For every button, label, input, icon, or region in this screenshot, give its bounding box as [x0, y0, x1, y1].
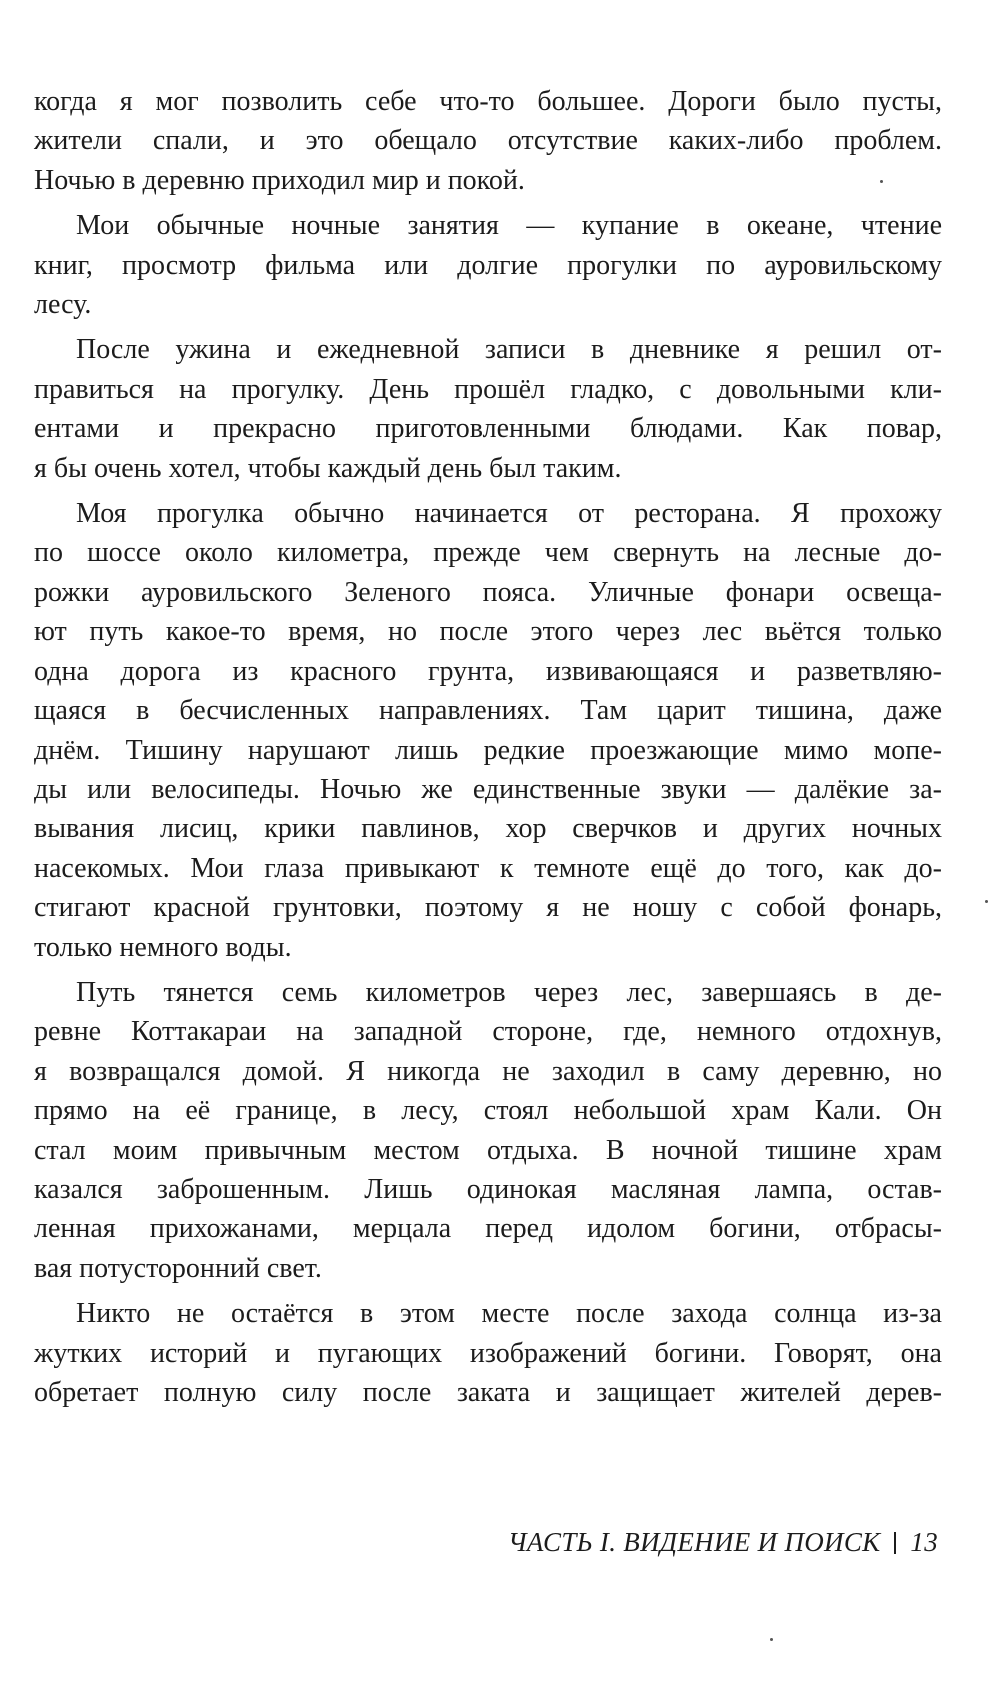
text-line: рожки ауровильского Зеленого пояса. Уличные фонари освеща-: [34, 576, 942, 608]
paragraph-4: [34, 494, 942, 967]
text-line: Моя прогулка обычно начинается от ресторана. Я прохожу: [76, 498, 942, 530]
text-line: ентами и прекрасно приготовленными блюдами. Как повар,: [34, 413, 942, 445]
text-line: только немного воды.: [34, 931, 292, 963]
text-line: казался заброшенным. Лишь одинокая масляная лампа, остав-: [34, 1173, 942, 1205]
text-line: жутких историй и пугающих изображений богини. Говорят, она: [34, 1337, 942, 1369]
page-footer: [508, 1527, 938, 1558]
text-line: вывания лисиц, крики павлинов, хор сверчков и других ночных: [34, 813, 942, 845]
text-line: прямо на её границе, в лесу, стоял небольшой храм Кали. Он: [34, 1095, 942, 1127]
scan-speck: [985, 900, 988, 903]
paragraph-6: [34, 1294, 942, 1412]
text-line: я возвращался домой. Я никогда не заходил в саму деревню, но: [34, 1055, 942, 1087]
text-line: книг, просмотр фильма или долгие прогулки по ауровильскому: [34, 249, 942, 281]
text-line: ют путь какое-то время, но после этого через лес вьётся только: [34, 616, 942, 648]
text-line: щаяся в бесчисленных направлениях. Там царит тишина, даже: [34, 695, 942, 727]
text-line: днём. Тишину нарушают лишь редкие проезжающие мимо мопе-: [34, 734, 942, 766]
paragraph-1: [34, 82, 942, 200]
text-line: вая потусторонний свет.: [34, 1252, 322, 1284]
text-line: насекомых. Мои глаза привыкают к темноте ещё до того, как до-: [34, 852, 942, 884]
paragraph-2: [34, 206, 942, 324]
paragraph-3: [34, 330, 942, 488]
page-number: 13: [910, 1527, 938, 1557]
text-line: После ужина и ежедневной записи в дневнике я решил от-: [76, 334, 942, 366]
text-line: когда я мог позволить себе что-то большее. Дороги было пусты,: [34, 86, 942, 117]
text-line: Ночью в деревню приходил мир и покой.: [34, 164, 525, 196]
scan-speck: [770, 1638, 773, 1641]
text-line: Мои обычные ночные занятия — купание в океане, чтение: [76, 210, 942, 242]
body-text: [34, 82, 942, 1418]
text-line: правиться на прогулку. День прошёл гладко, с довольными кли-: [34, 373, 942, 405]
text-line: одна дорога из красного грунта, извивающаяся и разветвляю-: [34, 655, 942, 687]
text-line: жители спали, и это обещало отсутствие каких-либо проблем.: [34, 125, 942, 157]
running-title: ЧАСТЬ I. ВИДЕНИЕ И ПОИСК: [507, 1527, 881, 1557]
text-line: по шоссе около километра, прежде чем свернуть на лесные до-: [34, 537, 942, 569]
text-line: обретает полную силу после заката и защищает жителей дерев-: [34, 1377, 942, 1408]
scan-speck: [880, 180, 883, 183]
text-line: Путь тянется семь километров через лес, завершаясь в де-: [76, 976, 942, 1008]
text-line: ревне Коттакараи на западной стороне, где, немного отдохнув,: [34, 1016, 942, 1048]
footer-divider: [894, 1532, 896, 1554]
text-line: Никто не остаётся в этом месте после захода солнца из-за: [76, 1298, 942, 1330]
text-line: я бы очень хотел, чтобы каждый день был таким.: [34, 452, 622, 484]
text-line: ды или велосипеды. Ночью же единственные звуки — далёкие за-: [34, 773, 942, 805]
text-line: стал моим привычным местом отдыха. В ночной тишине храм: [34, 1134, 942, 1166]
text-line: ленная прихожанами, мерцала перед идолом богини, отбрасы-: [34, 1213, 942, 1245]
paragraph-5: [34, 973, 942, 1288]
text-line: стигают красной грунтовки, поэтому я не ношу с собой фонарь,: [34, 892, 942, 924]
text-line: лесу.: [34, 289, 92, 321]
